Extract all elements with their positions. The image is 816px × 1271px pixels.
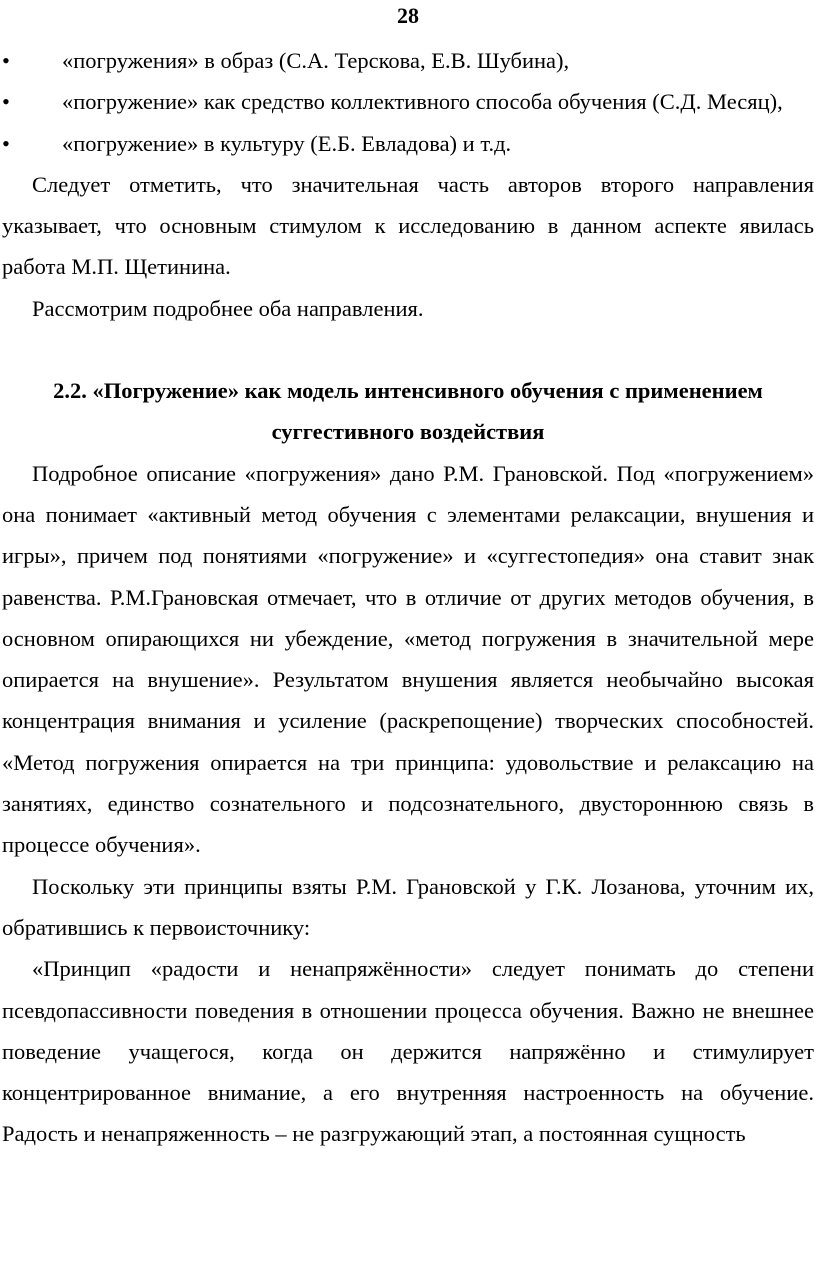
bullet-item-2 [2, 81, 814, 122]
bullet-text: «погружения» в образ (С.А. Терскова, Е.В. Шубина), [62, 48, 570, 73]
bullet-item-1 [2, 40, 814, 81]
bullet-text: «погружение» в культуру (Е.Б. Евладова) и т.д. [62, 130, 512, 156]
paragraph: Подробное описание «погружения» дано Р.М. Грановской. Под «погружением» она понимает «активный метод обучения с элементами релаксации, внушения и игры», причем под понятиями «погружение» и «суггестопедия» она ставит знак равенства. Р.М.Грановская отмечает, что в отличие от других методов обучения, в основном опирающихся ни убеждение, «метод погружения в значительной мере опирается на внушение». Результатом внушения является необычайно высокая концентрация внимания и усиление (раскрепощение) творческих способностей. «Метод погружения опирается на три принципа: удовольствие и релаксацию на занятиях, единство сознательного и подсознательного, двустороннюю связь в процессе обучения». [2, 460, 814, 858]
bullet-icon: • [2, 48, 10, 73]
paragraph: Рассмотрим подробнее оба направления. [32, 295, 424, 321]
page-number: 28 [397, 3, 419, 28]
document-body [2, 40, 814, 1155]
paragraph: Поскольку эти принципы взяты Р.М. Грановской у Г.К. Лозанова, уточним их, обратившись к первоисточнику: [2, 873, 814, 940]
paragraph: «Принцип «радости и ненапряжённости» следует понимать до степени псевдопассивности поведения в отношении процесса обучения. Важно не внешнее поведение учащегося, когда он держится напряжённо и стимулирует концентрированное внимание, а его внутренняя настроенность на обучение. Радость и ненапряженность – не разгружающий этап, а постоянная сущность [2, 956, 814, 1147]
bullet-item-3 [2, 123, 814, 164]
bullet-icon: • [2, 89, 10, 115]
section-heading: 2.2. «Погружение» как модель интенсивного обучения с применением суггестивного воздействия [53, 378, 763, 445]
bullet-text: «погружение» как средство коллективного способа обучения (С.Д. Месяц), [62, 89, 783, 115]
paragraph: Следует отметить, что значительная часть авторов второго направления указывает, что основным стимулом к исследованию в данном аспекте явилась работа М.П. Щетинина. [2, 171, 814, 280]
bullet-icon: • [2, 130, 10, 156]
